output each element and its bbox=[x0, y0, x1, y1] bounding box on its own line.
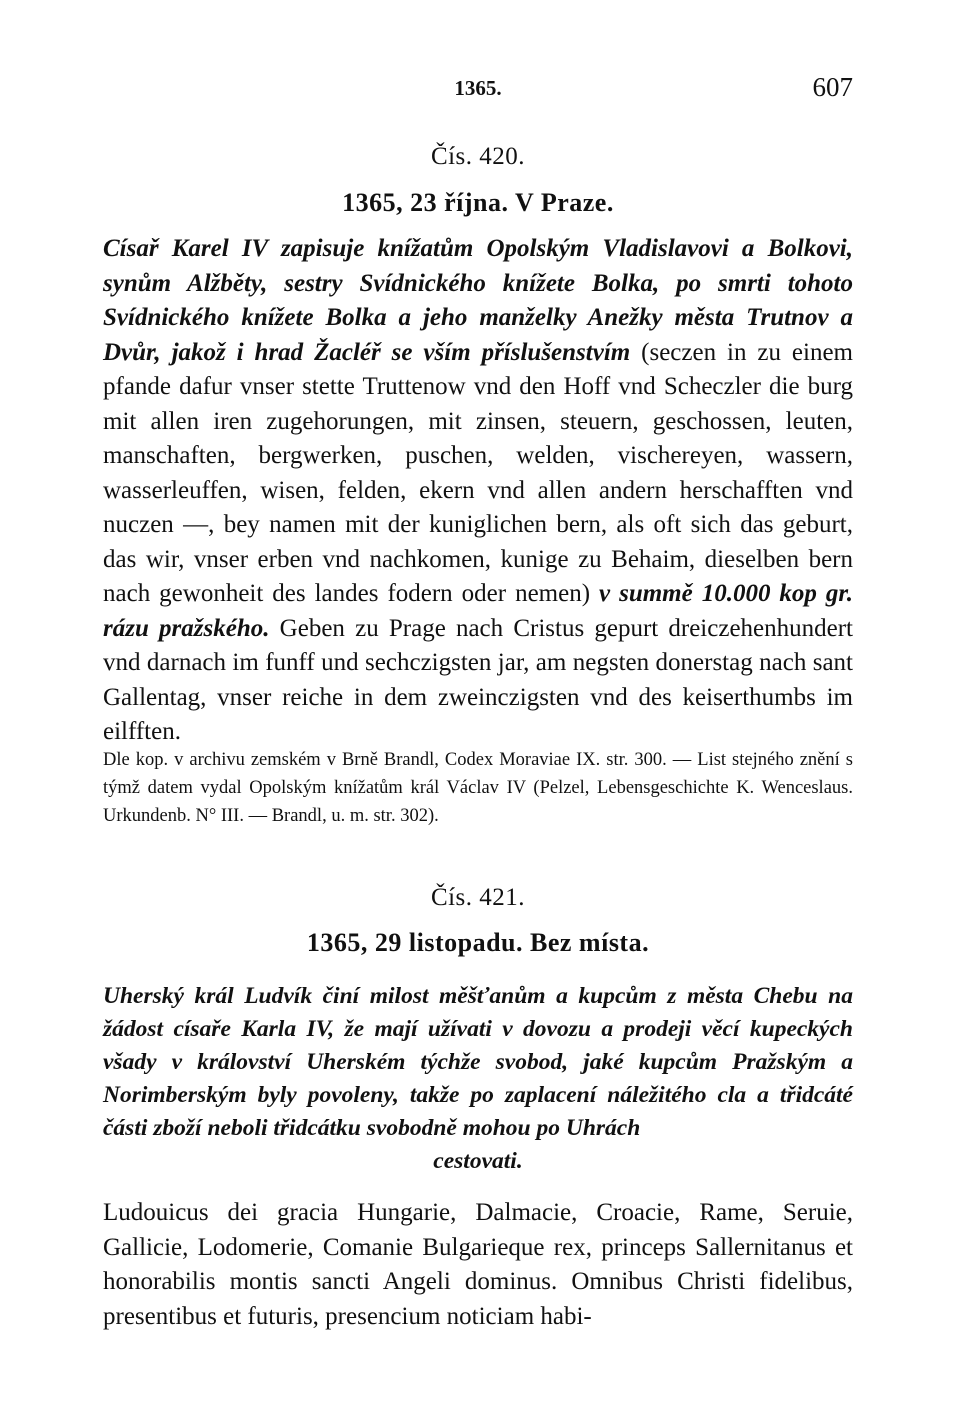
page-number: 607 bbox=[812, 72, 853, 102]
regest-420: Císař Karel IV zapisuje knížatům Opolským Vladislavovi a Bolkovi, synům Alžběty, sestry Svídnického knížete Bolka, po smrti tohoto Svídnického knížete Bolka a jeho manželky Anežky města Trutnov a Dvůr, jakož i hrad Žacléř se vším příslušenstvím bbox=[103, 235, 853, 366]
document-body-420 bbox=[103, 232, 853, 750]
document-date-421: 1365, 29 listopadu. Bez místa. bbox=[306, 928, 650, 957]
charter-text-420-dating: Geben zu Prage nach Cristus gepurt dreiczehenhundert vnd darnach im funff und sechczigsten jar, am negsten donerstag nach sant Gallentag, vnser reiche in dem zweinczigsten vnd des keiserthumbs im eilfften. bbox=[103, 614, 854, 745]
regest-421 bbox=[103, 980, 853, 1178]
document-number-420: Čís. 420. bbox=[430, 143, 526, 170]
regest-421-text: Uherský král Ludvík činí milost měšťanům a kupcům z města Chebu na žádost císaře Karla IV, že mají užívati v dovozu a prodeji věcí kupeckých všady v království Uherském týchže svobod, jaké kupcům Pražským a Norimberským byly povoleny, takže po zaplacení náležitého cla a třidcáté části zboží neboli třidcátku svobodně mohou po Uhrách bbox=[103, 983, 853, 1141]
running-head-year: 1365. bbox=[454, 76, 502, 100]
charter-text-420: (seczen in zu einem pfande dafur vnser stette Truttenow vnd den Hoff vnd Scheczler die burg mit allen iren zugehorungen, mit zinsen, steuern, geschossen, leuten, manschaften, bergwerken, puschen, welden, vischereyen, wassern, wasserleuffen, wisen, felden, ekern vnd allen andern herschafften vnd nuczen —, bey namen mit der kuniglichen bern, als oft sich das geburt, das wir, vnser erben vnd nachkomen, kunige zu Behaim, dieselben bern nach gewonheit des landes fodern oder nemen) bbox=[103, 338, 853, 607]
source-note-420: Dle kop. v archivu zemském v Brně Brandl, Codex Moraviae IX. str. 300. — List stejného znění s týmž datem vydal Opolským knížatům král Václav IV (Pelzel, Lebensgeschichte K. Wenceslaus. Urkundenb. N° III. — Brandl, u. m. str. 302). bbox=[103, 750, 853, 826]
document-date-420: 1365, 23 října. V Praze. bbox=[342, 188, 614, 217]
regest-421-last-line: cestovati. bbox=[433, 1148, 523, 1174]
charter-text-421: Ludouicus dei gracia Hungarie, Dalmacie, Croacie, Rame, Seruie, Gallicie, Lodomerie, Comanie Bulgarieque rex, princeps Sallernitanus et honorabilis montis sancti Angeli dominus. Omnibus Christi fidelibus, presentibus et futuris, presencium noticiam habi- bbox=[103, 1199, 853, 1330]
page-header bbox=[103, 72, 853, 106]
regest-sum-420: v summě 10.000 kop gr. rázu pražského. bbox=[103, 580, 853, 642]
document-number-421: Čís. 421. bbox=[430, 884, 526, 911]
